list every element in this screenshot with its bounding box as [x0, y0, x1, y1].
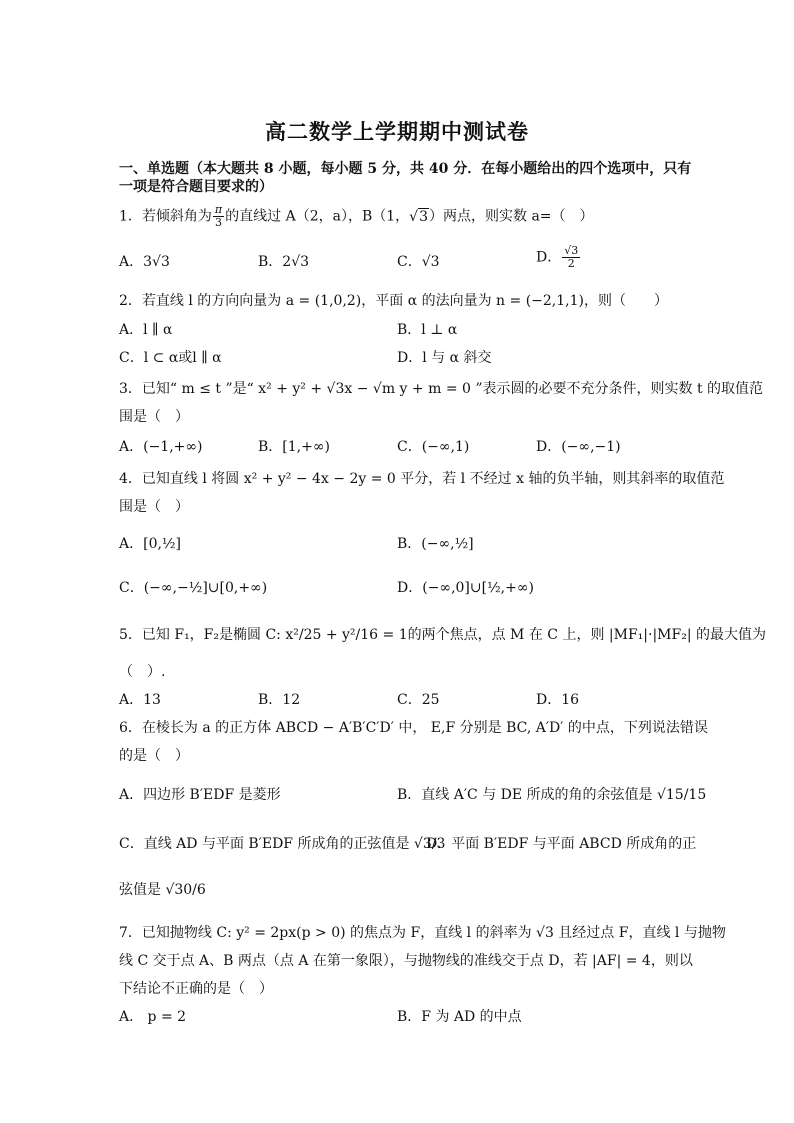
q1-mid: 的直线过 A（2，a），B（1， — [225, 208, 410, 225]
question-2: 2．若直线 l 的方向向量为 a = (1,0,2)，平面 α 的法向量为 n = (−2,1,1)，则（ ） — [119, 293, 668, 309]
q5-option-d: D．16 — [536, 692, 580, 708]
section-heading-line1: 一、单选题（本大题共 8 小题，每小题 5 分，共 40 分．在每小题给出的四个选项中，只有 — [119, 161, 692, 177]
q6-option-a: A．四边形 B′EDF 是菱形 — [119, 787, 281, 803]
question-3-line2: 围是（ ） — [119, 409, 189, 425]
q2-option-a: A．l ∥ α — [119, 322, 173, 338]
q4-option-d: D．(−∞,0]∪[½,+∞) — [397, 580, 534, 596]
q6-option-b: B．直线 A′C 与 DE 所成的角的余弦值是 √15/15 — [397, 787, 707, 803]
question-5-line2: （ ）. — [119, 664, 166, 680]
q1-option-b: B．2√3 — [258, 254, 310, 270]
q3-option-b: B．[1,+∞) — [258, 439, 330, 455]
q5-option-a: A．13 — [119, 692, 161, 708]
q6-option-d-line1: D．平面 B′EDF 与平面 ABCD 所成角的正 — [426, 836, 697, 852]
q3-option-a: A．(−1,+∞) — [119, 439, 203, 455]
question-1 — [119, 204, 594, 229]
q1-option-a: A．3√3 — [119, 254, 170, 270]
q4-option-a: A．[0,½] — [119, 536, 181, 552]
section-heading-line2: 一项是符合题目要求的） — [119, 179, 273, 195]
question-7-line2: 线 C 交于点 A、B 两点（点 A 在第一象限），与抛物线的准线交于点 D，若 |AF| = 4，则以 — [119, 953, 693, 969]
q1-sqrt: √3 — [409, 208, 429, 225]
page-title: 高二数学上学期期中测试卷 — [265, 119, 529, 144]
q1-frac-den: 3 — [215, 216, 223, 229]
question-6-line2: 的是（ ） — [119, 748, 189, 764]
q3-option-d: D．(−∞,−1) — [536, 439, 621, 455]
q6-option-c: C．直线 AD 与平面 B′EDF 所成角的正弦值是 √3/3 — [119, 836, 446, 852]
q1-option-d-fraction — [562, 245, 580, 270]
q5-option-c: C．25 — [397, 692, 440, 708]
question-6-line1: 6．在棱长为 a 的正方体 ABCD − A′B′C′D′ 中， E,F 分别是 BC, A′D′ 的中点，下列说法错误 — [119, 720, 708, 736]
q1-option-c: C．√3 — [397, 254, 440, 270]
q1-option-d — [536, 245, 581, 270]
q3-option-c: C．(−∞,1) — [397, 439, 470, 455]
q1-post: ）两点，则实数 a=（ ） — [429, 208, 594, 225]
q1-option-d-label: D． — [536, 249, 562, 266]
q4-option-b: B．(−∞,½] — [397, 536, 474, 552]
q1-pre: 1．若倾斜角为 — [119, 208, 212, 225]
q7-option-b: B．F 为 AD 的中点 — [397, 1009, 522, 1025]
question-7-line1: 7．已知抛物线 C: y² = 2px(p > 0) 的焦点为 F，直线 l 的斜率为 √3 且经过点 F，直线 l 与抛物 — [119, 925, 726, 941]
question-5-line1: 5．已知 F₁，F₂是椭圆 C: x²/25 + y²/16 = 1的两个焦点，点 M 在 C 上，则 |MF₁|·|MF₂| 的最大值为 — [119, 627, 766, 643]
question-4-line1: 4．已知直线 l 将圆 x² + y² − 4x − 2y = 0 平分，若 l 不经过 x 轴的负半轴，则其斜率的取值范 — [119, 471, 725, 487]
q1-option-d-num: √3 — [564, 244, 579, 257]
q2-option-c: C．l ⊂ α或l ∥ α — [119, 350, 222, 366]
q1-option-d-den: 2 — [567, 257, 575, 270]
question-3-line1: 3．已知“ m ≤ t ”是“ x² + y² + √3x − √m y + m = 0 ”表示圆的必要不充分条件，则实数 t 的取值范 — [119, 381, 764, 397]
q1-fraction — [213, 204, 224, 229]
question-4-line2: 围是（ ） — [119, 499, 189, 515]
q1-radicand: 3 — [419, 208, 429, 225]
q4-option-c: C．(−∞,−½]∪[0,+∞) — [119, 580, 268, 596]
q1-frac-num: π — [214, 203, 223, 216]
q6-option-d-line2: 弦值是 √30/6 — [119, 882, 206, 898]
q2-option-d: D．l 与 α 斜交 — [397, 350, 492, 366]
q2-option-b: B．l ⊥ α — [397, 322, 458, 338]
q7-option-a: A． p = 2 — [119, 1009, 187, 1025]
question-7-line3: 下结论不正确的是（ ） — [119, 981, 273, 997]
q5-option-b: B．12 — [258, 692, 301, 708]
